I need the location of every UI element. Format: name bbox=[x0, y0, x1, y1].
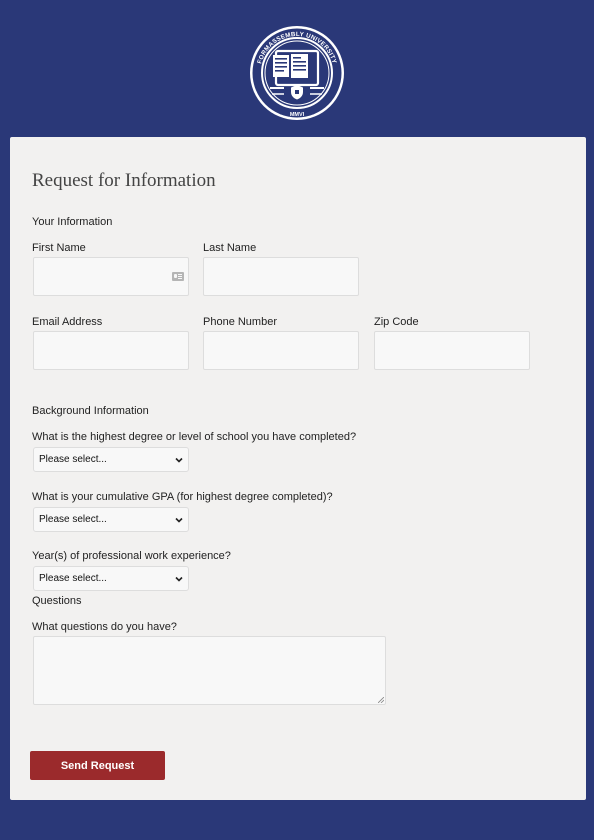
phone-label: Phone Number bbox=[203, 316, 277, 328]
gpa-select-value: Please select... bbox=[39, 514, 107, 525]
email-label: Email Address bbox=[32, 316, 103, 328]
page-header bbox=[0, 0, 594, 137]
chevron-down-icon bbox=[174, 455, 184, 465]
experience-select[interactable] bbox=[33, 566, 189, 591]
chevron-down-icon bbox=[174, 515, 184, 525]
contact-card-icon bbox=[172, 272, 184, 281]
section-questions: Questions bbox=[32, 595, 82, 607]
section-your-information: Your Information bbox=[32, 216, 113, 228]
zip-label: Zip Code bbox=[374, 316, 419, 328]
questions-label: What questions do you have? bbox=[32, 621, 177, 633]
svg-text:MMVI: MMVI bbox=[289, 112, 305, 118]
section-background-information: Background Information bbox=[32, 405, 149, 417]
experience-label: Year(s) of professional work experience? bbox=[32, 550, 231, 562]
gpa-label: What is your cumulative GPA (for highest degree completed)? bbox=[32, 491, 333, 503]
questions-textarea[interactable] bbox=[33, 636, 386, 705]
last-name-input[interactable] bbox=[203, 257, 359, 296]
degree-select-value: Please select... bbox=[39, 454, 107, 465]
degree-label: What is the highest degree or level of school you have completed? bbox=[32, 431, 357, 443]
zip-field[interactable] bbox=[374, 331, 530, 370]
phone-field[interactable] bbox=[203, 331, 359, 370]
send-request-button[interactable]: Send Request bbox=[30, 751, 165, 780]
svg-text:FORMASSEMBLY UNIVERSITY: FORMASSEMBLY UNIVERSITY bbox=[256, 30, 338, 65]
email-field[interactable] bbox=[33, 331, 189, 370]
chevron-down-icon bbox=[174, 574, 184, 584]
degree-select[interactable] bbox=[33, 447, 189, 472]
first-name-input[interactable] bbox=[33, 257, 189, 296]
form-title: Request for Information bbox=[32, 170, 216, 191]
first-name-label: First Name bbox=[32, 242, 86, 254]
last-name-label: Last Name bbox=[203, 242, 257, 254]
university-seal-icon bbox=[248, 24, 346, 122]
resize-handle-icon[interactable] bbox=[378, 697, 384, 703]
request-info-form bbox=[10, 137, 586, 800]
gpa-select[interactable] bbox=[33, 507, 189, 532]
experience-select-value: Please select... bbox=[39, 573, 107, 584]
